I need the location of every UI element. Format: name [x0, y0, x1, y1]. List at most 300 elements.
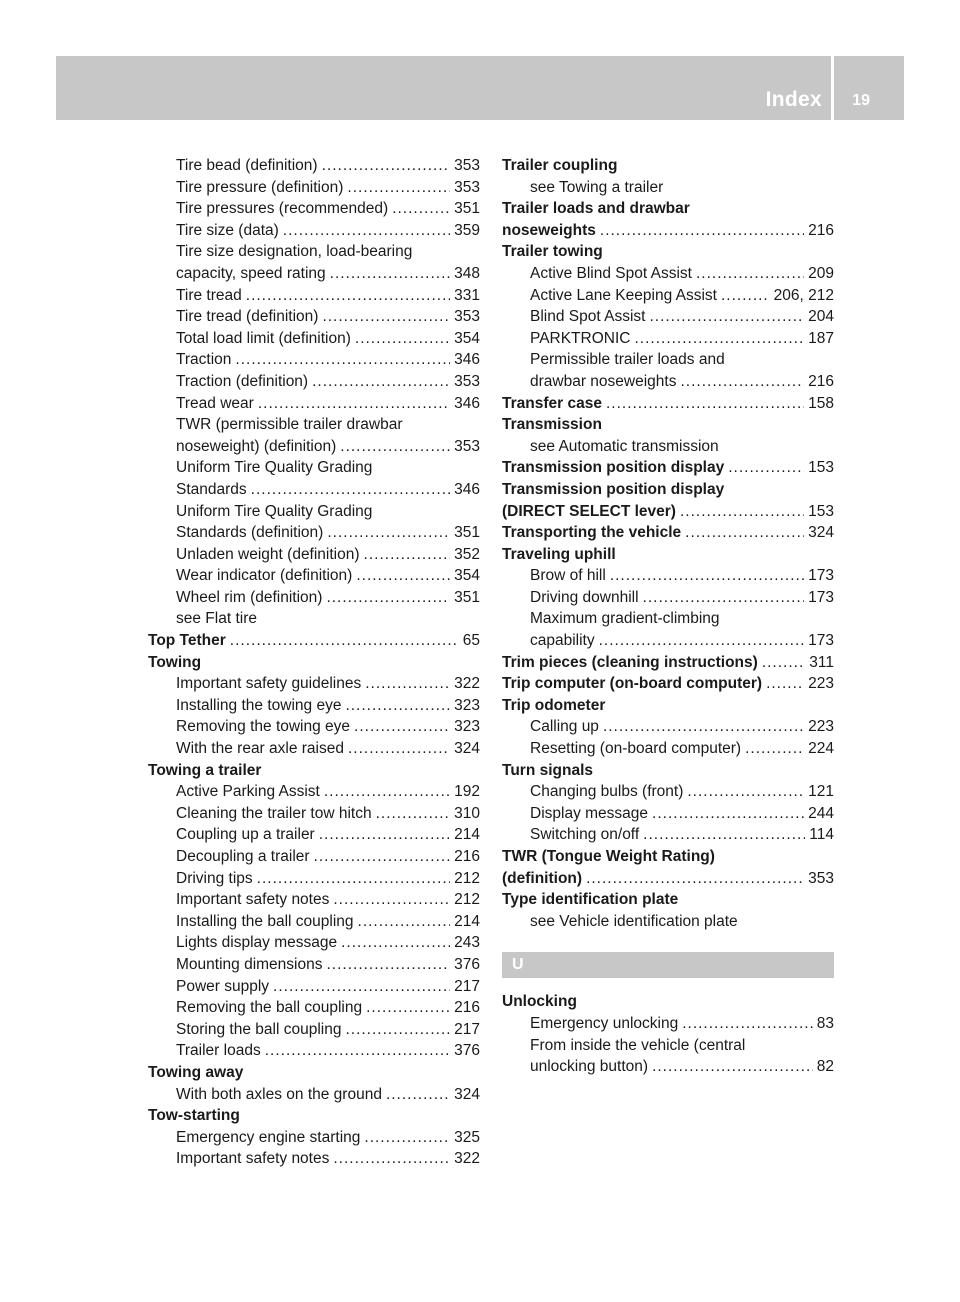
- dot-leader: [766, 673, 804, 695]
- index-entry: [502, 1035, 834, 1057]
- index-entry: [148, 1040, 480, 1062]
- index-entry-page: 82: [816, 1058, 834, 1076]
- index-entry: [148, 781, 480, 803]
- index-entry-term: Transmission: [502, 416, 602, 434]
- dot-leader: [312, 371, 450, 393]
- index-entry-term: From inside the vehicle (central: [530, 1036, 746, 1054]
- index-entry: [502, 608, 834, 630]
- dot-leader: [682, 1013, 813, 1035]
- index-entry-page: 376: [454, 1042, 480, 1060]
- index-entry-term: Transporting the vehicle: [502, 524, 682, 542]
- index-entry-page: 187: [808, 329, 834, 347]
- index-entry-term: Tire tread: [176, 286, 242, 304]
- index-entry-page: 223: [808, 718, 834, 736]
- index-entry-term: Removing the towing eye: [176, 718, 351, 736]
- dot-leader: [603, 716, 804, 738]
- index-entry-term: Trailer coupling: [502, 157, 618, 174]
- index-entry: [148, 1062, 480, 1084]
- index-entry: [148, 1105, 480, 1127]
- index-entry: [148, 868, 480, 890]
- index-entry: [148, 349, 480, 371]
- index-entry: [148, 285, 480, 307]
- dot-leader: [314, 846, 451, 868]
- index-entry-term: Coupling up a trailer: [176, 826, 315, 844]
- dot-leader: [364, 544, 451, 566]
- index-entry-page: 216: [454, 848, 480, 865]
- index-entry-term: Tread wear: [176, 394, 254, 412]
- index-entry-page: 311: [809, 653, 834, 671]
- index-entry-term: Tire pressure (definition): [176, 178, 344, 196]
- index-entry-term: drawbar noseweights: [530, 372, 677, 390]
- page-number: 19: [852, 92, 870, 109]
- dot-leader: [745, 738, 804, 760]
- index-entry-term: Tow-starting: [148, 1107, 240, 1125]
- index-entry-page: 323: [454, 718, 480, 736]
- index-entry-term: Top Tether: [148, 632, 226, 650]
- index-entry-term: Driving tips: [176, 869, 253, 887]
- index-entry-page: 346: [454, 351, 480, 369]
- index-entry-page: 244: [808, 804, 834, 822]
- index-entry-term: PARKTRONIC: [530, 329, 631, 347]
- index-entry-term: Transfer case: [502, 394, 602, 412]
- index-entry-page: 353: [454, 157, 480, 174]
- index-entry: [148, 306, 480, 328]
- index-entry-term: Trip odometer: [502, 696, 606, 714]
- header-title: Index: [765, 88, 822, 111]
- index-entry-page: 121: [808, 783, 834, 801]
- index-entry-term: Emergency unlocking: [530, 1014, 679, 1032]
- index-entry-page: 322: [454, 1150, 480, 1168]
- index-entry: [502, 522, 834, 544]
- index-entry: [502, 349, 834, 371]
- index-entry-term: Type identification plate: [502, 891, 679, 909]
- dot-leader: [634, 328, 804, 350]
- dot-leader: [586, 868, 804, 890]
- dot-leader: [606, 393, 804, 415]
- dot-leader: [600, 220, 804, 242]
- dot-leader: [643, 587, 805, 609]
- dot-leader: [326, 587, 450, 609]
- index-entry-term: noseweights: [502, 221, 596, 239]
- header-divider: [831, 56, 834, 120]
- index-entry: [502, 220, 834, 242]
- index-entry: [502, 911, 834, 933]
- index-entry-term: Active Blind Spot Assist: [530, 264, 692, 282]
- dot-leader: [680, 371, 804, 393]
- index-entry-term: TWR (permissible trailer drawbar: [176, 416, 403, 434]
- dot-leader: [330, 263, 450, 285]
- dot-leader: [340, 436, 450, 458]
- dot-leader: [358, 911, 451, 933]
- index-entry-page: 83: [816, 1014, 834, 1032]
- page-header: [56, 56, 904, 120]
- index-entry-term: Decoupling a trailer: [176, 848, 310, 865]
- index-entry: [148, 328, 480, 350]
- index-entry: [148, 155, 480, 177]
- index-entry-page: 224: [808, 740, 834, 758]
- index-entry-term: Mounting dimensions: [176, 955, 323, 973]
- dot-leader: [326, 954, 450, 976]
- index-entry: [148, 479, 480, 501]
- index-entry: [148, 1019, 480, 1041]
- index-entry-term: With the rear axle raised: [176, 740, 344, 758]
- index-entry-term: Driving downhill: [530, 588, 639, 606]
- index-entry-page: 216: [454, 999, 480, 1017]
- index-entry-page: 217: [454, 977, 480, 995]
- index-column-right-entries: [502, 155, 834, 932]
- dot-leader: [341, 932, 450, 954]
- index-entry-term: Standards (definition): [176, 524, 324, 542]
- index-entry-page: 346: [454, 394, 480, 412]
- index-entry-term: Installing the towing eye: [176, 696, 342, 714]
- index-entry: [148, 760, 480, 782]
- dot-leader: [322, 306, 450, 328]
- index-entry-page: 223: [808, 675, 834, 693]
- dot-leader: [322, 155, 451, 177]
- index-entry-term: Trailer loads: [176, 1042, 261, 1060]
- index-entry: [148, 522, 480, 544]
- index-entry-term: Wheel rim (definition): [176, 588, 323, 606]
- dot-leader: [366, 997, 450, 1019]
- index-entry: [502, 285, 834, 307]
- index-entry: [502, 414, 834, 436]
- index-entry: [148, 457, 480, 479]
- dot-leader: [376, 803, 451, 825]
- dot-leader: [257, 868, 450, 890]
- index-entry-term: TWR (Tongue Weight Rating): [502, 848, 715, 865]
- index-entry-page: 214: [454, 826, 480, 844]
- index-entry-page: 324: [454, 740, 480, 758]
- index-entry: [502, 198, 834, 220]
- index-entry: [502, 652, 834, 674]
- index-entry-term: Towing a trailer: [148, 761, 262, 779]
- dot-leader: [643, 824, 805, 846]
- index-entry: [148, 630, 480, 652]
- dot-leader: [685, 522, 804, 544]
- index-entry-page: 65: [462, 632, 480, 650]
- dot-leader: [230, 630, 459, 652]
- dot-leader: [721, 285, 770, 307]
- dot-leader: [333, 889, 450, 911]
- index-entry-page: 353: [454, 437, 480, 455]
- dot-leader: [348, 738, 450, 760]
- dot-leader: [327, 522, 450, 544]
- index-entry: [148, 803, 480, 825]
- index-entry-term: With both axles on the ground: [176, 1085, 382, 1103]
- index-entry: [148, 1084, 480, 1106]
- index-entry-term: see Automatic transmission: [530, 437, 719, 455]
- index-entry-term: Traveling uphill: [502, 545, 616, 563]
- index-entry-term: Power supply: [176, 977, 270, 995]
- index-entry-term: Blind Spot Assist: [530, 308, 646, 326]
- index-entry: [502, 1056, 834, 1078]
- index-entry-term: Unlocking: [502, 993, 577, 1011]
- index-entry-page: 204: [808, 308, 834, 326]
- index-entry-term: Tire bead (definition): [176, 157, 318, 174]
- index-entry-term: Active Lane Keeping Assist: [530, 286, 717, 304]
- index-column-left: [148, 155, 480, 1170]
- index-entry-page: 346: [454, 480, 480, 498]
- index-entry-page: 212: [454, 891, 480, 909]
- index-entry-term: Important safety guidelines: [176, 675, 362, 693]
- index-entry-page: 353: [454, 372, 480, 390]
- index-entry: [148, 177, 480, 199]
- index-entry: [148, 220, 480, 242]
- dot-leader: [652, 803, 804, 825]
- dot-leader: [649, 306, 804, 328]
- index-entry-term: Changing bulbs (front): [530, 783, 684, 801]
- index-entry-term: Wear indicator (definition): [176, 567, 353, 585]
- index-entry: [502, 760, 834, 782]
- index-entry-page: 322: [454, 675, 480, 693]
- dot-leader: [251, 479, 450, 501]
- dot-leader: [610, 565, 804, 587]
- index-entry: [148, 1127, 480, 1149]
- index-entry-term: Uniform Tire Quality Grading: [176, 459, 373, 477]
- index-entry-page: 323: [454, 696, 480, 714]
- index-entry-page: 376: [454, 955, 480, 973]
- index-entry: [148, 587, 480, 609]
- index-entry: [502, 263, 834, 285]
- index-entry-term: see Flat tire: [176, 610, 257, 628]
- index-entry-term: unlocking button): [530, 1058, 649, 1076]
- index-entry: [148, 738, 480, 760]
- index-entry-term: Storing the ball coupling: [176, 1020, 342, 1038]
- index-entry-page: 325: [454, 1128, 480, 1146]
- section-u-entries: [502, 991, 834, 1077]
- dot-leader: [355, 328, 450, 350]
- index-entry: [502, 371, 834, 393]
- section-heading-u: U: [502, 952, 834, 978]
- index-entry-term: Trip computer (on-board computer): [502, 675, 763, 693]
- index-entry: [502, 738, 834, 760]
- index-column-right: [502, 155, 834, 1078]
- index-entry-page: 352: [454, 545, 480, 563]
- dot-leader: [235, 349, 450, 371]
- index-entry-page: 353: [808, 869, 834, 887]
- index-entry: [502, 544, 834, 566]
- dot-leader: [696, 263, 804, 285]
- index-entry: [148, 889, 480, 911]
- index-entry-term: Unladen weight (definition): [176, 545, 360, 563]
- index-entry-term: Installing the ball coupling: [176, 912, 354, 930]
- dot-leader: [687, 781, 804, 803]
- index-entry-term: Trailer loads and drawbar: [502, 200, 690, 218]
- index-entry: [502, 241, 834, 263]
- index-entry: [502, 673, 834, 695]
- dot-leader: [345, 695, 450, 717]
- index-entry-term: Active Parking Assist: [176, 783, 320, 801]
- index-entry: [148, 198, 480, 220]
- index-entry-term: Removing the ball coupling: [176, 999, 363, 1017]
- index-entry-page: 114: [809, 826, 834, 844]
- index-entry: [502, 479, 834, 501]
- index-entry-term: Tire size designation, load-bearing: [176, 243, 413, 261]
- index-entry: [148, 501, 480, 523]
- dot-leader: [354, 716, 450, 738]
- index-entry-term: noseweight) (definition): [176, 437, 337, 455]
- index-entry: [148, 1148, 480, 1170]
- index-entry-term: Resetting (on-board computer): [530, 740, 742, 758]
- index-entry-page: 209: [808, 264, 834, 282]
- index-entry: [502, 177, 834, 199]
- index-entry-term: Transmission position display: [502, 459, 725, 477]
- index-entry: [148, 436, 480, 458]
- index-entry-page: 173: [808, 567, 834, 585]
- index-entry: [502, 587, 834, 609]
- index-entry-term: (DIRECT SELECT lever): [502, 502, 676, 520]
- index-entry-term: capacity, speed rating: [176, 264, 326, 282]
- index-entry-term: Lights display message: [176, 934, 338, 952]
- index-entry: [502, 846, 834, 868]
- index-entry: [502, 889, 834, 911]
- index-entry-page: 324: [808, 524, 834, 542]
- index-entry: [502, 803, 834, 825]
- index-entry-term: Total load limit (definition): [176, 329, 351, 347]
- dot-leader: [324, 781, 450, 803]
- index-entry-page: 354: [454, 329, 480, 347]
- dot-leader: [319, 824, 450, 846]
- index-entry-page: 310: [454, 804, 480, 822]
- index-entry: [502, 393, 834, 415]
- index-entry: [148, 241, 480, 263]
- index-entry-page: 206, 212: [773, 286, 834, 304]
- index-entry: [502, 328, 834, 350]
- index-entry: [148, 932, 480, 954]
- index-entry: [502, 1013, 834, 1035]
- index-entry: [502, 436, 834, 458]
- index-entry-term: Uniform Tire Quality Grading: [176, 502, 373, 520]
- index-entry-term: Transmission position display: [502, 480, 725, 498]
- index-entry-term: Tire pressures (recommended): [176, 200, 389, 218]
- dot-leader: [273, 976, 450, 998]
- index-entry: [502, 565, 834, 587]
- index-entry-term: (definition): [502, 869, 583, 887]
- index-entry-page: 158: [808, 394, 834, 412]
- dot-leader: [364, 1127, 450, 1149]
- dot-leader: [265, 1040, 450, 1062]
- index-entry: [502, 781, 834, 803]
- index-entry: [148, 846, 480, 868]
- index-entry-term: Traction: [176, 351, 232, 369]
- index-entry: [148, 608, 480, 630]
- index-entry-page: 216: [808, 221, 834, 239]
- index-entry: [148, 954, 480, 976]
- index-entry: [502, 868, 834, 890]
- index-entry-page: 348: [454, 264, 480, 282]
- index-entry-page: 359: [454, 221, 480, 239]
- dot-leader: [246, 285, 450, 307]
- index-entry: [148, 263, 480, 285]
- index-entry-term: Emergency engine starting: [176, 1128, 361, 1146]
- dot-leader: [356, 565, 450, 587]
- index-entry-page: 351: [454, 524, 480, 542]
- index-entry: [502, 630, 834, 652]
- index-entry-term: Tire size (data): [176, 221, 279, 239]
- index-entry-page: 173: [808, 588, 834, 606]
- index-entry: [502, 155, 834, 177]
- index-entry-page: 354: [454, 567, 480, 585]
- index-entry-term: Maximum gradient-climbing: [530, 610, 720, 628]
- index-entry: [148, 911, 480, 933]
- index-entry: [148, 716, 480, 738]
- index-entry-term: Switching on/off: [530, 826, 640, 844]
- index-entry: [502, 695, 834, 717]
- index-entry-term: Towing: [148, 653, 202, 671]
- dot-leader: [283, 220, 450, 242]
- index-entry: [148, 997, 480, 1019]
- index-entry: [502, 824, 834, 846]
- index-entry-term: Display message: [530, 804, 649, 822]
- index-entry: [148, 976, 480, 998]
- index-entry-page: 212: [454, 869, 480, 887]
- index-entry-term: Brow of hill: [530, 567, 606, 585]
- index-entry-term: Permissible trailer loads and: [530, 351, 725, 369]
- index-entry: [148, 695, 480, 717]
- index-entry: [148, 565, 480, 587]
- index-entry: [502, 501, 834, 523]
- index-entry-page: 351: [454, 200, 480, 218]
- index-entry-term: Calling up: [530, 718, 599, 736]
- index-entry-page: 353: [454, 308, 480, 326]
- index-entry-term: Tire tread (definition): [176, 308, 319, 326]
- index-entry: [148, 371, 480, 393]
- index-entry-term: Important safety notes: [176, 1150, 330, 1168]
- index-entry-page: 153: [808, 502, 834, 520]
- index-entry: [148, 414, 480, 436]
- dot-leader: [365, 673, 450, 695]
- index-entry-page: 192: [454, 783, 480, 801]
- index-entry: [502, 991, 834, 1013]
- index-entry-term: Trailer towing: [502, 243, 603, 261]
- index-entry-term: see Towing a trailer: [530, 178, 664, 196]
- dot-leader: [258, 393, 450, 415]
- dot-leader: [728, 457, 804, 479]
- index-entry: [502, 306, 834, 328]
- index-entry-page: 153: [808, 459, 834, 477]
- dot-leader: [386, 1084, 450, 1106]
- index-entry-term: Standards: [176, 480, 247, 498]
- index-entry-page: 243: [454, 934, 480, 952]
- index-entry: [148, 673, 480, 695]
- index-entry: [502, 716, 834, 738]
- index-entry-term: Towing away: [148, 1063, 244, 1081]
- index-entry: [148, 393, 480, 415]
- dot-leader: [333, 1148, 450, 1170]
- index-entry-page: 331: [454, 286, 480, 304]
- index-entry: [502, 457, 834, 479]
- index-entry-term: Important safety notes: [176, 891, 330, 909]
- index-entry-term: Turn signals: [502, 761, 594, 779]
- dot-leader: [347, 177, 450, 199]
- dot-leader: [652, 1056, 813, 1078]
- index-entry-term: capability: [530, 632, 595, 650]
- index-entry-page: 351: [454, 588, 480, 606]
- index-entry-page: 324: [454, 1085, 480, 1103]
- index-entry-term: see Vehicle identification plate: [530, 912, 738, 930]
- dot-leader: [762, 652, 805, 674]
- index-entry-page: 216: [808, 372, 834, 390]
- index-entry-page: 173: [808, 632, 834, 650]
- index-entry: [148, 652, 480, 674]
- index-entry-page: 353: [454, 178, 480, 196]
- index-entry-term: Traction (definition): [176, 372, 309, 390]
- index-entry-term: Cleaning the trailer tow hitch: [176, 804, 372, 822]
- dot-leader: [599, 630, 805, 652]
- dot-leader: [392, 198, 450, 220]
- index-entry: [148, 544, 480, 566]
- index-entry-page: 214: [454, 912, 480, 930]
